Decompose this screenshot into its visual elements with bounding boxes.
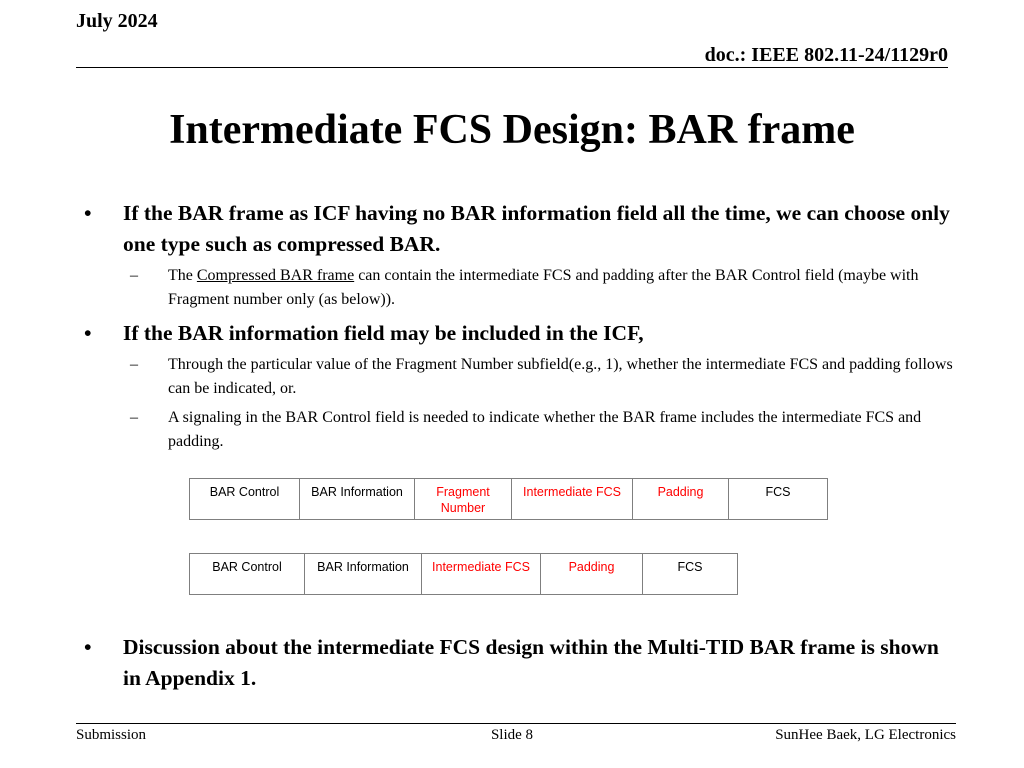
dash-mark: – <box>130 356 138 373</box>
table-cell: Fragment Number <box>415 479 512 520</box>
header-doc-id: doc.: IEEE 802.11-24/1129r0 <box>704 44 948 66</box>
table-cell: Padding <box>541 554 643 595</box>
bullet-2-sub-2 <box>130 406 960 454</box>
table-cell: BAR Information <box>305 554 422 595</box>
dash-mark: – <box>130 267 138 284</box>
footer-slide-number: Slide 8 <box>490 727 534 743</box>
bullet-2-sub-1-text: Through the particular value of the Fragment Number subfield(e.g., 1), whether the intermediate FCS and padding follows can be indicated, or. <box>168 356 953 397</box>
table-cell: Padding <box>633 479 729 520</box>
table-cell: BAR Control <box>190 479 300 520</box>
footer-divider <box>76 723 956 724</box>
bullet-1-text: If the BAR frame as ICF having no BAR information field all the time, we can choose only one type such as compressed BAR. <box>123 201 950 256</box>
footer-submission: Submission <box>76 727 147 743</box>
header-divider <box>76 67 948 68</box>
table-cell: Intermediate FCS <box>422 554 541 595</box>
table-cell: BAR Control <box>190 554 305 595</box>
bullet-mark: • <box>84 635 92 659</box>
bullet-3-text: Discussion about the intermediate FCS design within the Multi-TID BAR frame is shown in Appendix 1. <box>123 635 939 690</box>
table-cell: FCS <box>729 479 828 520</box>
dash-mark: – <box>130 409 138 426</box>
compressed-bar-link[interactable]: Compressed BAR frame <box>196 267 355 284</box>
frame-format-table-2 <box>189 553 738 595</box>
header-date: July 2024 <box>76 10 158 32</box>
bullet-2-sub-2-text: A signaling in the BAR Control field is needed to indicate whether the BAR frame includes the intermediate FCS and padding. <box>168 409 922 450</box>
bullet-mark: • <box>84 321 92 345</box>
bullet-3 <box>80 632 950 694</box>
bullet-mark: • <box>84 201 92 225</box>
footer-author: SunHee Baek, LG Electronics <box>775 727 956 743</box>
bullet-1-sub-1-text: The Compressed BAR frame can contain the intermediate FCS and padding after the BAR Control field (maybe with Fragment number only (as below)). <box>168 267 919 308</box>
table-cell: Intermediate FCS <box>512 479 633 520</box>
table-cell: FCS <box>643 554 738 595</box>
bullet-2 <box>80 318 950 349</box>
frame-format-table-1 <box>189 478 828 520</box>
slide-title: Intermediate FCS Design: BAR frame <box>169 107 855 153</box>
bullet-2-sub-1 <box>130 353 960 401</box>
table-row <box>190 479 828 520</box>
bullet-1 <box>80 198 950 260</box>
table-cell: BAR Information <box>300 479 415 520</box>
bullet-2-text: If the BAR information field may be included in the ICF, <box>123 321 644 345</box>
table-row <box>190 554 738 595</box>
bullet-1-sub-1 <box>130 264 960 312</box>
